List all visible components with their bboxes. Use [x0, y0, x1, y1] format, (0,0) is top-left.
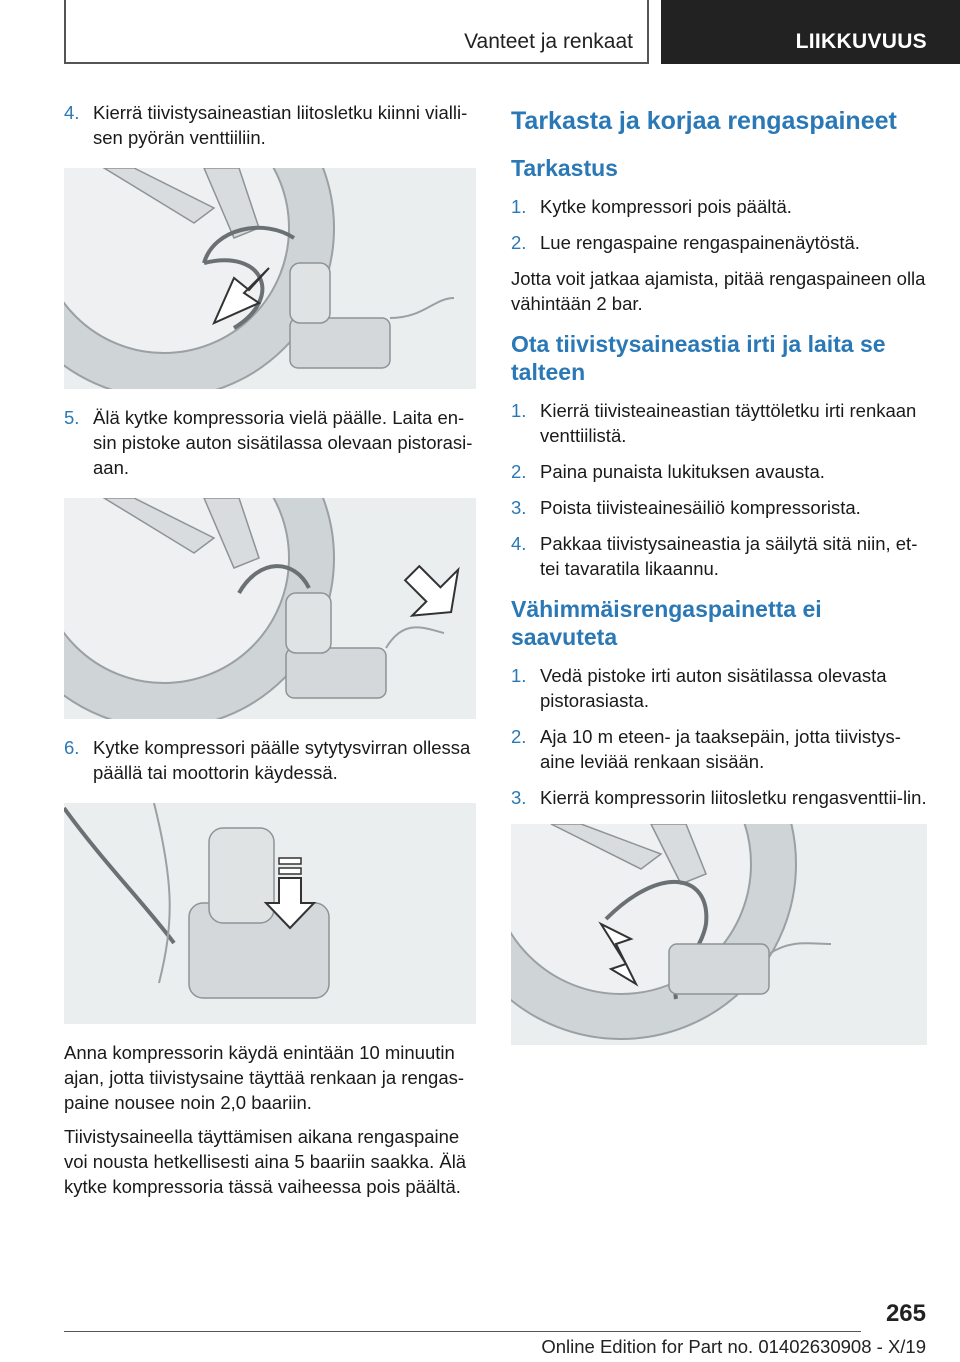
step-text: Vedä pistoke irti auton sisätilassa olevasta pistorasiasta. — [540, 665, 887, 711]
check-step — [511, 194, 927, 219]
subheading-check: Tarkastus — [511, 155, 618, 181]
step-text: Aja 10 m eteen- ja taaksepäin, jotta tiivistys-aine leviää renkaan sisään. — [540, 726, 901, 772]
step-number: 1. — [511, 196, 527, 217]
step-text: Älä kytke kompressoria vielä päälle. Laita en-sin pistoke auton sisätilassa olevaan pistorasi-aan. — [93, 407, 473, 478]
step-number: 1. — [511, 400, 527, 421]
illustration-plug-socket — [64, 498, 476, 719]
step-text: Kierrä tiivistysaineastian liitosletku kiinni vialli-sen pyörän venttiiliin. — [93, 102, 468, 148]
step-text: Kierrä tiivisteaineastian täyttöletku irti renkaan venttiilistä. — [540, 400, 917, 446]
step-number: 2. — [511, 232, 527, 253]
subheading-remove: Ota tiivistysaineastia irti ja laita se talteen — [511, 331, 886, 385]
step-number: 2. — [511, 726, 527, 747]
step-number: 3. — [511, 497, 527, 518]
remove-step — [511, 398, 927, 448]
remove-step — [511, 495, 927, 520]
left-column — [64, 100, 476, 1208]
illustration-hose-reconnect — [511, 824, 927, 1045]
section-heading: Tarkasta ja korjaa rengaspaineet — [511, 107, 897, 135]
step-text: Lue rengaspaine rengaspainenäytöstä. — [540, 232, 860, 253]
illustration-power-switch — [64, 803, 476, 1024]
paragraph-run-time: Anna kompressorin käydä enintään 10 minuutin ajan, jotta tiivistysaine täyttää renkaan ja rengas-paine nousee noin 2,0 baariin. — [64, 1042, 465, 1113]
remove-step — [511, 459, 927, 484]
running-header — [64, 0, 649, 64]
section-title: Vanteet ja renkaat — [464, 30, 633, 53]
step-number: 4. — [64, 102, 80, 123]
chapter-tab — [661, 0, 960, 64]
subheading-min-pressure: Vähimmäisrengaspainetta ei saavuteta — [511, 596, 822, 650]
step-5 — [64, 405, 476, 480]
step-number: 6. — [64, 737, 80, 758]
right-column — [511, 100, 927, 1061]
edition-footer: Online Edition for Part no. 01402630908 - X/19 — [541, 1336, 926, 1357]
min-pressure-step — [511, 724, 927, 774]
step-text: Kierrä kompressorin liitosletku rengasventtii-lin. — [540, 787, 927, 808]
page-number: 265 — [885, 1300, 926, 1327]
step-number: 2. — [511, 461, 527, 482]
step-text: Poista tiivisteainesäiliö kompressorista. — [540, 497, 861, 518]
step-number: 3. — [511, 787, 527, 808]
check-step — [511, 230, 927, 255]
min-pressure-step — [511, 663, 927, 713]
paragraph-pressure-note: Tiivistysaineella täyttämisen aikana rengaspaine voi nousta hetkellisesti aina 5 baariin saakka. Älä kytke kompressoria tässä vaiheessa pois päältä. — [64, 1126, 467, 1197]
illustration-hose-to-valve — [64, 168, 476, 389]
step-text: Paina punaista lukituksen avausta. — [540, 461, 825, 482]
step-text: Pakkaa tiivistysaineastia ja säilytä sitä niin, et-tei tavaratila likaannu. — [540, 533, 918, 579]
footer-divider — [64, 1331, 861, 1332]
check-note: Jotta voit jatkaa ajamista, pitää rengaspaineen olla vähintään 2 bar. — [511, 268, 926, 314]
step-text: Kytke kompressori päälle sytytysvirran ollessa päällä tai moottorin käydessä. — [93, 737, 471, 783]
min-pressure-step — [511, 785, 927, 810]
step-6 — [64, 735, 476, 785]
chapter-title: LIIKKUVUUS — [795, 30, 927, 53]
step-4 — [64, 100, 476, 150]
step-number: 4. — [511, 533, 527, 554]
step-number: 5. — [64, 407, 80, 428]
step-text: Kytke kompressori pois päältä. — [540, 196, 792, 217]
remove-step — [511, 531, 927, 581]
step-number: 1. — [511, 665, 527, 686]
